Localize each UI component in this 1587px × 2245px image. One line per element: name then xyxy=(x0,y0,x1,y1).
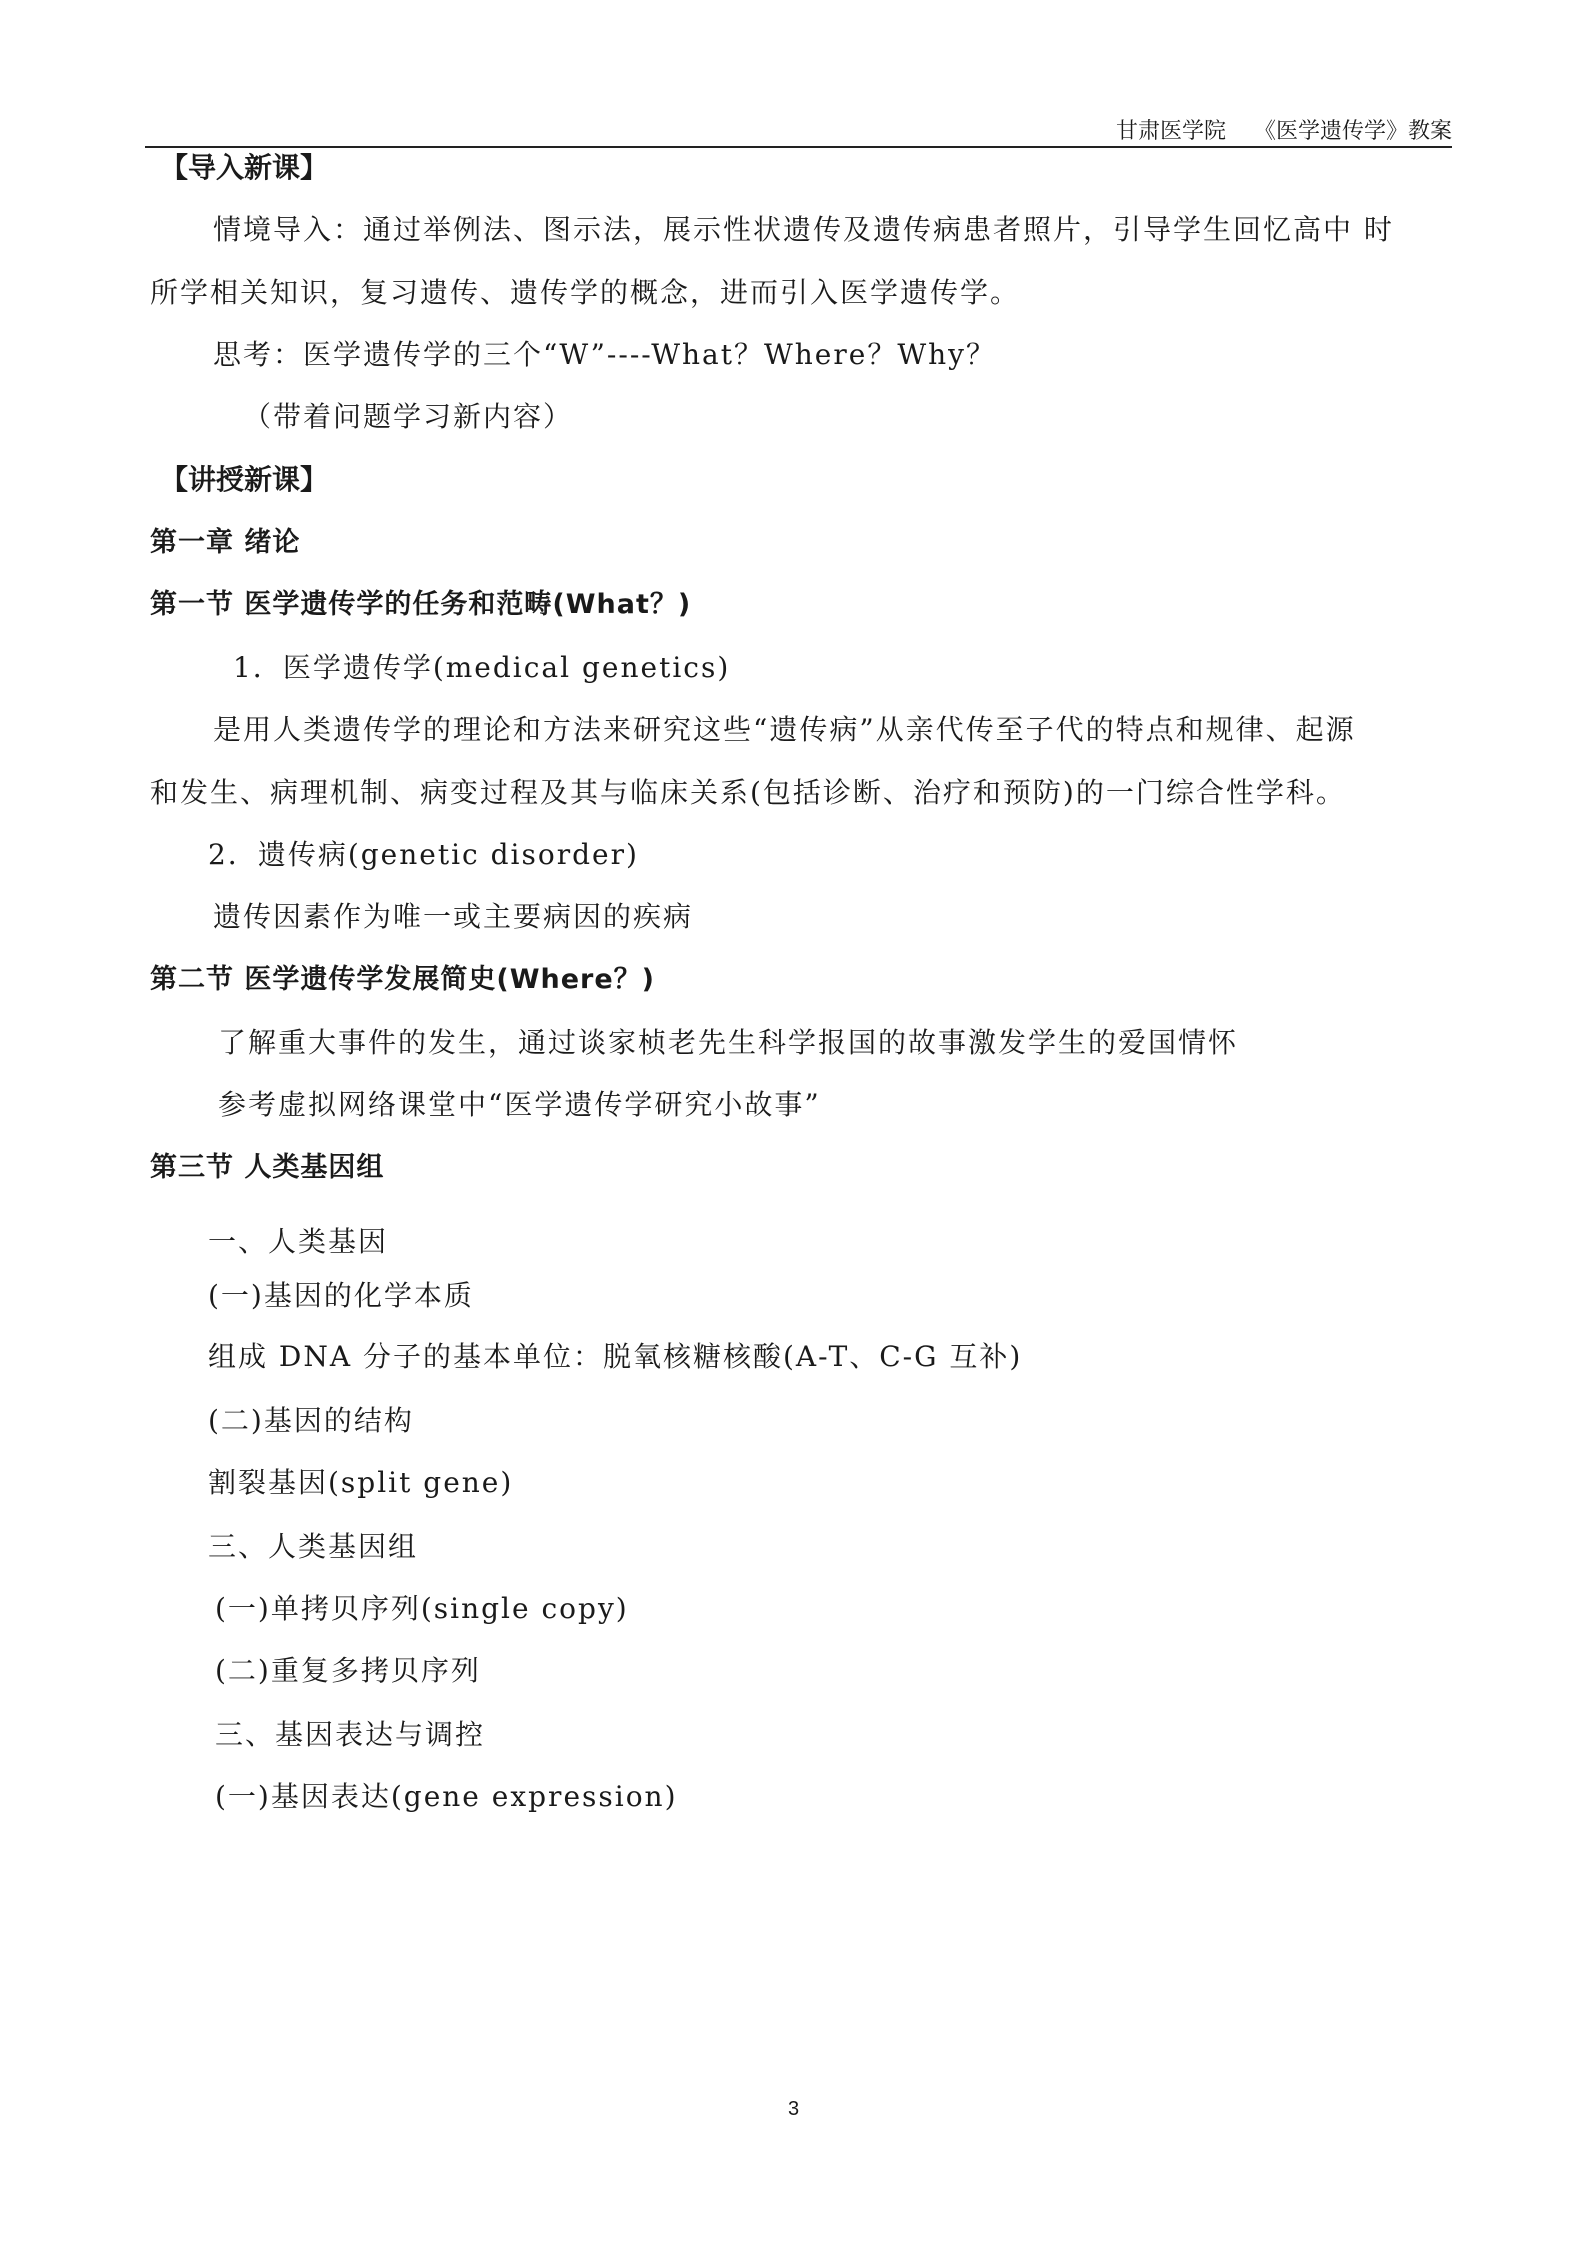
section-title: 第二节 医学遗传学发展简史(Where？) xyxy=(150,964,656,995)
paragraph-line: 是用人类遗传学的理论和方法来研究这些“遗传病”从亲代传至子代的特点和规律、起源 xyxy=(213,713,1356,746)
list-item: 2．遗传病(genetic disorder) xyxy=(208,838,639,871)
page-header xyxy=(145,112,1452,148)
paragraph-line: 和发生、病理机制、病变过程及其与临床关系(包括诊断、治疗和预防)的一门综合性学科。 xyxy=(150,776,1346,809)
paragraph-line: 了解重大事件的发生，通过谈家桢老先生科学报国的故事激发学生的爱国情怀 xyxy=(218,1026,1239,1059)
header-text xyxy=(1116,114,1452,145)
paragraph-line: 割裂基因(split gene) xyxy=(208,1466,514,1499)
subheading: (二)基因的结构 xyxy=(208,1404,414,1437)
chapter-title: 第一章 绪论 xyxy=(150,527,301,558)
paragraph-line: 所学相关知识，复习遗传、遗传学的概念，进而引入医学遗传学。 xyxy=(150,276,1021,309)
section-heading-intro: 【导入新课】 xyxy=(160,151,329,184)
section-title: 第一节 医学遗传学的任务和范畴(What？) xyxy=(150,589,692,620)
section-title: 第三节 人类基因组 xyxy=(150,1152,385,1183)
subheading: (一)单拷贝序列(single copy) xyxy=(215,1592,629,1625)
paragraph-line: 思考：医学遗传学的三个“W”----What？Where？Why？ xyxy=(213,338,996,371)
header-school: 甘肃医学院 xyxy=(1115,119,1226,144)
subheading: (一)基因表达(gene expression) xyxy=(215,1780,678,1813)
page-number: 3 xyxy=(787,2098,800,2120)
paragraph-line: （带着问题学习新内容） xyxy=(243,400,574,433)
subheading: 三、人类基因组 xyxy=(208,1530,419,1563)
paragraph-line: 情境导入：通过举例法、图示法，展示性状遗传及遗传病患者照片，引导学生回忆高中 时 xyxy=(213,213,1394,246)
subheading: 三、基因表达与调控 xyxy=(215,1718,486,1751)
subheading: (二)重复多拷贝序列 xyxy=(215,1654,481,1687)
list-item: 1．医学遗传学(medical genetics) xyxy=(233,651,731,684)
section-heading-lecture: 【讲授新课】 xyxy=(160,463,329,496)
paragraph-line: 遗传因素作为唯一或主要病因的疾病 xyxy=(213,900,694,933)
subheading: 一、人类基因 xyxy=(208,1225,389,1258)
subheading: (一)基因的化学本质 xyxy=(208,1279,474,1312)
paragraph-line: 参考虚拟网络课堂中“医学遗传学研究小故事” xyxy=(218,1088,821,1121)
paragraph-line: 组成 DNA 分子的基本单位：脱氧核糖核酸(A-T、C-G 互补) xyxy=(208,1340,1023,1373)
header-course: 《医学遗传学》教案 xyxy=(1253,119,1452,144)
